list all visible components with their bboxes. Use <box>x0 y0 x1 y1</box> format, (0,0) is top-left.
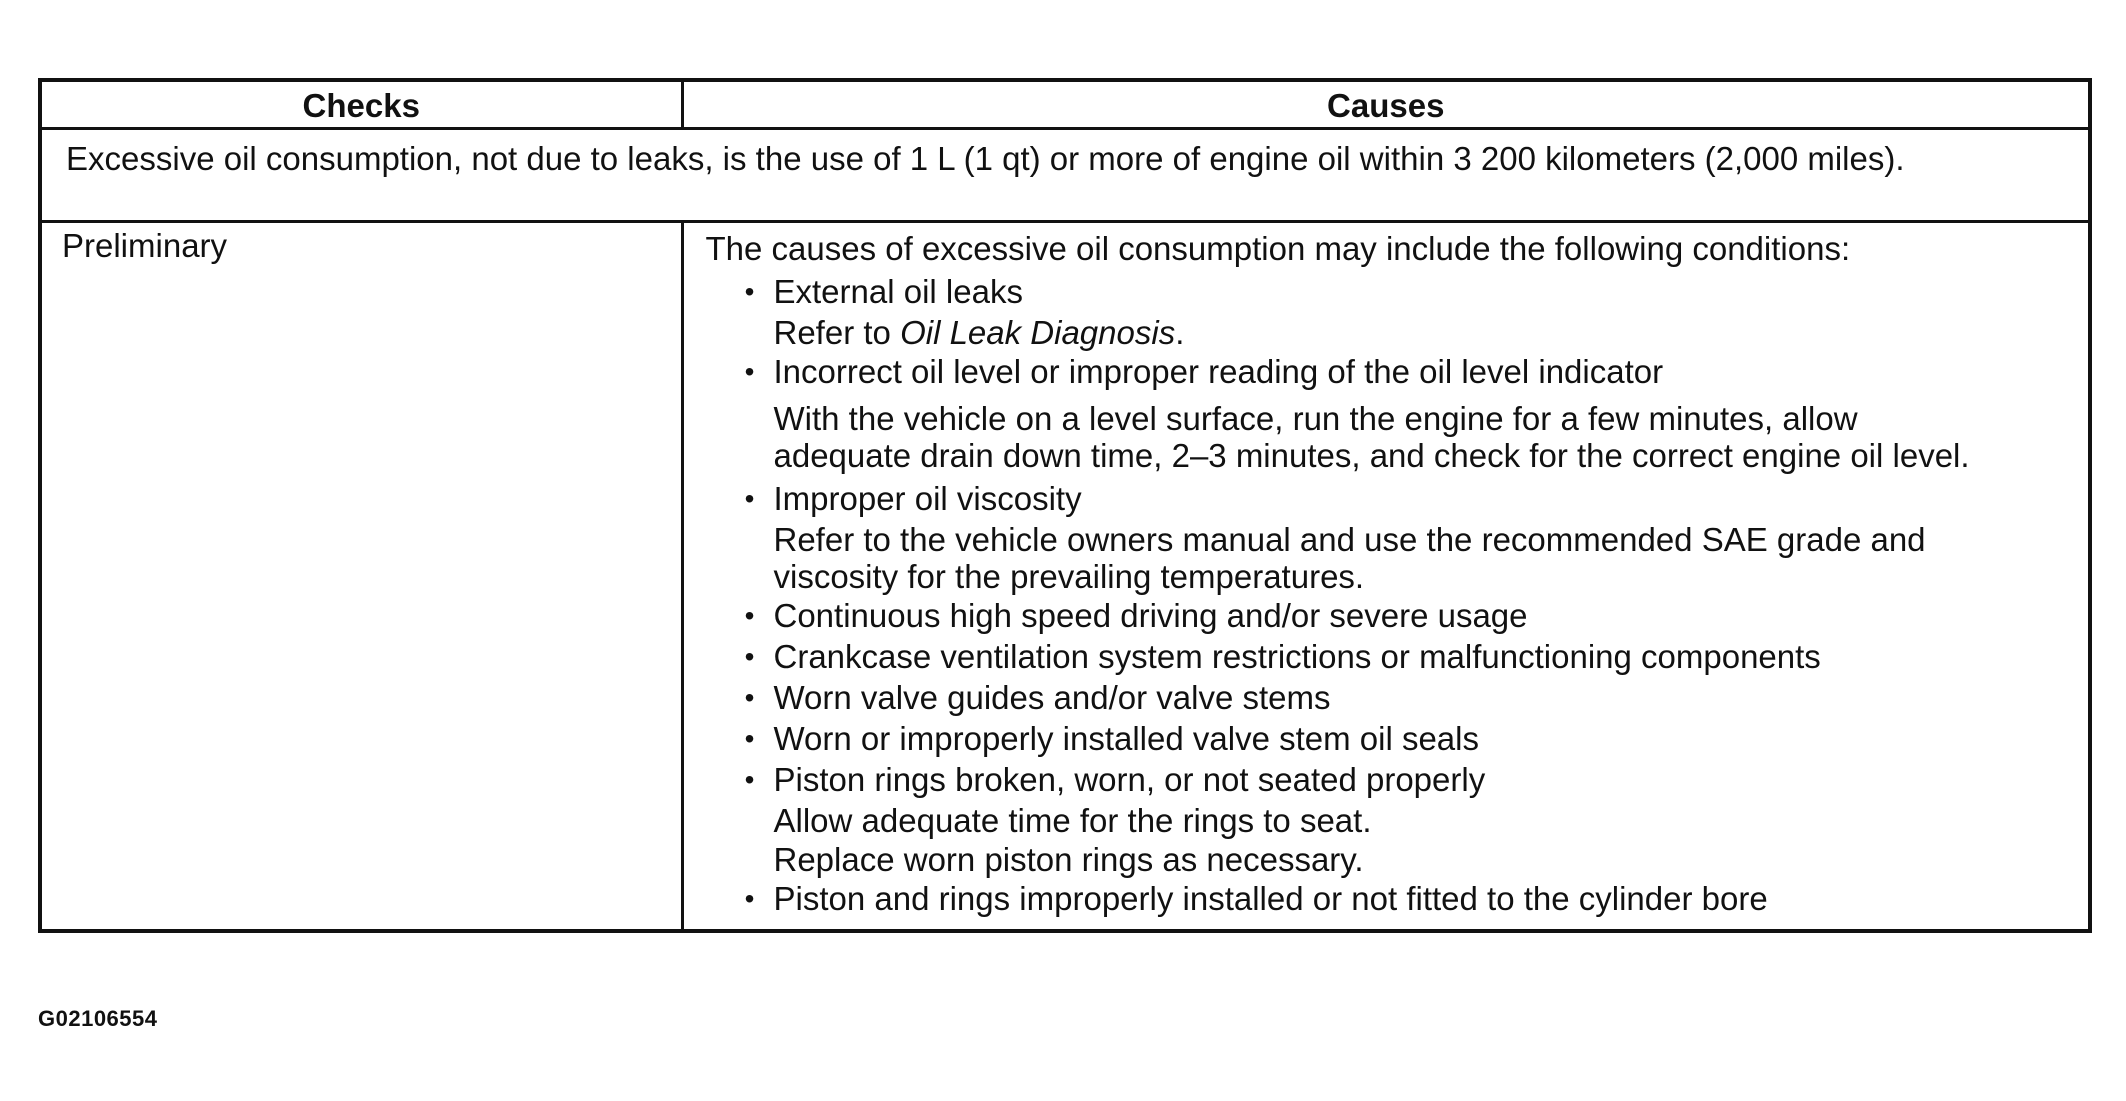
list-item <box>740 271 2059 351</box>
causes-column-header: Causes <box>682 80 2090 129</box>
cause-title: Crankcase ventilation system restrictions or malfunctioning components <box>773 638 1821 675</box>
bullet-icon: • <box>744 682 755 713</box>
cause-title: Piston rings broken, worn, or not seated properly <box>773 761 1486 798</box>
table-row <box>40 222 2090 932</box>
cause-note: With the vehicle on a level surface, run the engine for a few minutes, allow adequate drain down time, 2–3 minutes, and check for the correct engine oil level. <box>773 400 1970 474</box>
bullet-icon: • <box>744 483 755 514</box>
cause-note <box>774 314 2059 351</box>
bullet-icon: • <box>744 276 755 307</box>
list-item <box>740 718 2059 759</box>
cause-title: Worn or improperly installed valve stem oil seals <box>773 720 1479 757</box>
causes-cell <box>682 222 2090 932</box>
cause-note: Refer to the vehicle owners manual and use the recommended SAE grade and viscosity for the prevailing temperatures. <box>773 521 1926 595</box>
cause-title: Incorrect oil level or improper reading of the oil level indicator <box>773 353 1664 390</box>
bullet-icon: • <box>744 883 755 914</box>
bullet-icon: • <box>744 641 755 672</box>
cause-note: Replace worn piston rings as necessary. <box>773 841 1364 878</box>
cause-title: Worn valve guides and/or valve stems <box>773 679 1331 716</box>
bullet-icon: • <box>744 723 755 754</box>
causes-intro: The causes of excessive oil consumption may include the following conditions: <box>705 230 1851 267</box>
cause-title: Improper oil viscosity <box>773 480 1082 517</box>
oil-leak-diagnosis-link[interactable]: Oil Leak Diagnosis <box>900 314 1176 351</box>
cause-note: Allow adequate time for the rings to seat. <box>773 802 1372 839</box>
cause-title: Continuous high speed driving and/or severe usage <box>773 597 1528 634</box>
list-item <box>740 636 2059 677</box>
table-header-row <box>40 80 2090 129</box>
checks-column-header: Checks <box>40 80 682 129</box>
definition-text: Excessive oil consumption, not due to leaks, is the use of 1 L (1 qt) or more of engine oil within 3 200 kilometers (2,000 miles). <box>40 129 2090 222</box>
list-item <box>740 677 2059 718</box>
cause-list <box>706 271 2059 919</box>
oil-consumption-diagnosis-table <box>38 78 2092 933</box>
note-suffix: . <box>1175 314 1185 351</box>
figure-id: G02106554 <box>38 1006 158 1031</box>
list-item <box>740 351 2059 474</box>
list-item <box>740 478 2059 595</box>
list-item <box>740 759 2059 878</box>
bullet-icon: • <box>744 600 755 631</box>
list-item <box>740 878 2059 919</box>
cause-title: External oil leaks <box>773 273 1023 310</box>
note-prefix: Refer to <box>773 314 901 351</box>
bullet-icon: • <box>744 356 755 387</box>
definition-row <box>40 129 2090 222</box>
cause-title: Piston and rings improperly installed or not fitted to the cylinder bore <box>773 880 1768 917</box>
check-preliminary: Preliminary <box>40 222 682 932</box>
bullet-icon: • <box>744 764 755 795</box>
list-item <box>740 595 2059 636</box>
